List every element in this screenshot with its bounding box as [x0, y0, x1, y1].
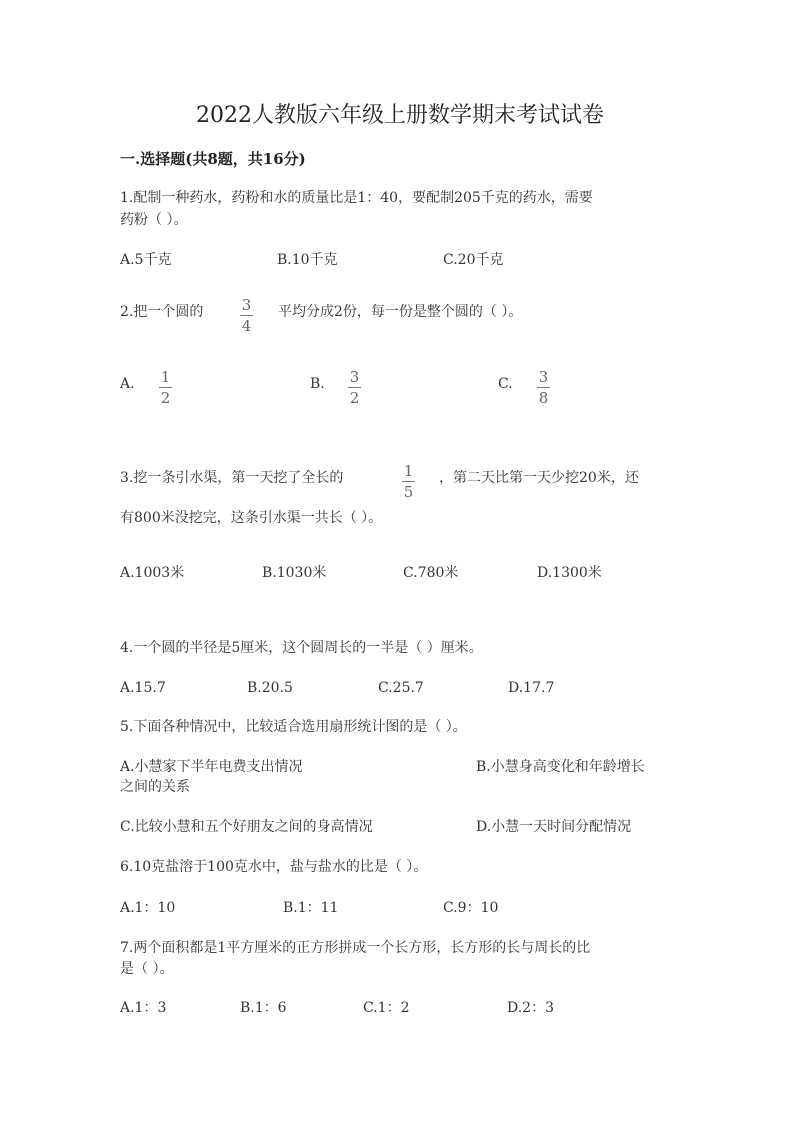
- question-4-option-a: A.15.7: [120, 680, 166, 696]
- fraction-denominator: 4: [241, 317, 252, 335]
- fraction-bar: [537, 387, 550, 388]
- question-7-text-cont: 是（ ）。: [120, 961, 174, 977]
- question-7-option-a: A.1：3: [120, 1000, 167, 1016]
- question-5-option-c: C.比较小慧和五个好朋友之间的身高情况: [120, 819, 373, 835]
- page-title: 2022人教版六年级上册数学期末考试试卷: [196, 103, 604, 128]
- question-2-option-c-label: C.: [498, 376, 513, 392]
- question-4-option-c: C.25.7: [378, 680, 424, 696]
- section-heading: 一.选择题(共8题，共16分): [120, 150, 306, 168]
- question-5-option-d: D.小慧一天时间分配情况: [476, 819, 632, 835]
- question-3-option-b: B.1030米: [262, 565, 327, 581]
- fraction-numerator: 3: [538, 368, 549, 386]
- question-3-option-a: A.1003米: [120, 565, 185, 581]
- question-2-option-a-label: A.: [120, 376, 135, 392]
- question-1-option-c: C.20千克: [443, 252, 504, 268]
- question-6-option-c: C.9：10: [443, 900, 499, 916]
- fraction-numerator: 3: [349, 368, 360, 386]
- question-4-option-d: D.17.7: [508, 680, 555, 696]
- question-5-text: 5.下面各种情况中，比较适合选用扇形统计图的是（ ）。: [120, 719, 467, 735]
- question-2-text-start: 2.把一个圆的: [120, 304, 204, 320]
- question-2-fraction: [240, 296, 253, 335]
- question-1-option-b: B.10千克: [277, 252, 338, 268]
- question-3-text-cont: 有800米没挖完，这条引水渠一共长（ ）。: [120, 510, 383, 526]
- fraction-bar: [240, 315, 253, 316]
- question-4-text: 4.一个圆的半径是5厘米，这个圆周长的一半是（ ）厘米。: [120, 640, 483, 656]
- question-2-option-b-label: B.: [310, 376, 325, 392]
- fraction-bar: [402, 481, 415, 482]
- question-4-option-b: B.20.5: [247, 680, 293, 696]
- question-3-text-end: ，第二天比第一天少挖20米，还: [439, 470, 639, 486]
- question-2-option-c-fraction: [537, 368, 550, 407]
- question-1-text-cont: 药粉（ ）。: [120, 212, 188, 228]
- fraction-denominator: 8: [538, 389, 549, 407]
- question-3-option-c: C.780米: [403, 565, 459, 581]
- question-7-option-c: C.1：2: [363, 1000, 410, 1016]
- question-1-text: 1.配制一种药水，药粉和水的质量比是1：40，要配制205千克的药水，需要: [120, 190, 593, 206]
- fraction-numerator: 3: [241, 296, 252, 314]
- fraction-denominator: 2: [349, 389, 360, 407]
- question-3-option-d: D.1300米: [537, 565, 602, 581]
- fraction-bar: [159, 387, 172, 388]
- question-5-option-b: B.小慧身高变化和年龄增长: [476, 759, 645, 775]
- question-6-option-b: B.1：11: [283, 900, 339, 916]
- fraction-numerator: 1: [403, 462, 414, 480]
- question-2-option-b-fraction: [348, 368, 361, 407]
- question-6-text: 6.10克盐溶于100克水中，盐与盐水的比是（ ）。: [120, 859, 428, 875]
- question-7-option-d: D.2：3: [507, 1000, 554, 1016]
- question-3-fraction: [402, 462, 415, 501]
- question-1-option-a: A.5千克: [120, 252, 172, 268]
- fraction-denominator: 2: [160, 389, 171, 407]
- question-6-option-a: A.1：10: [120, 900, 176, 916]
- question-2-option-a-fraction: [159, 368, 172, 407]
- question-7-text: 7.两个面积都是1平方厘米的正方形拼成一个长方形，长方形的长与周长的比: [120, 940, 591, 956]
- question-5-option-b-cont: 之间的关系: [120, 779, 190, 795]
- question-3-text-start: 3.挖一条引水渠，第一天挖了全长的: [120, 470, 344, 486]
- fraction-numerator: 1: [160, 368, 171, 386]
- question-2-text-end: 平均分成2份，每一份是整个圆的（ ）。: [278, 304, 523, 320]
- fraction-bar: [348, 387, 361, 388]
- question-5-option-a: A.小慧家下半年电费支出情况: [120, 759, 303, 775]
- fraction-denominator: 5: [403, 483, 414, 501]
- question-7-option-b: B.1：6: [240, 1000, 287, 1016]
